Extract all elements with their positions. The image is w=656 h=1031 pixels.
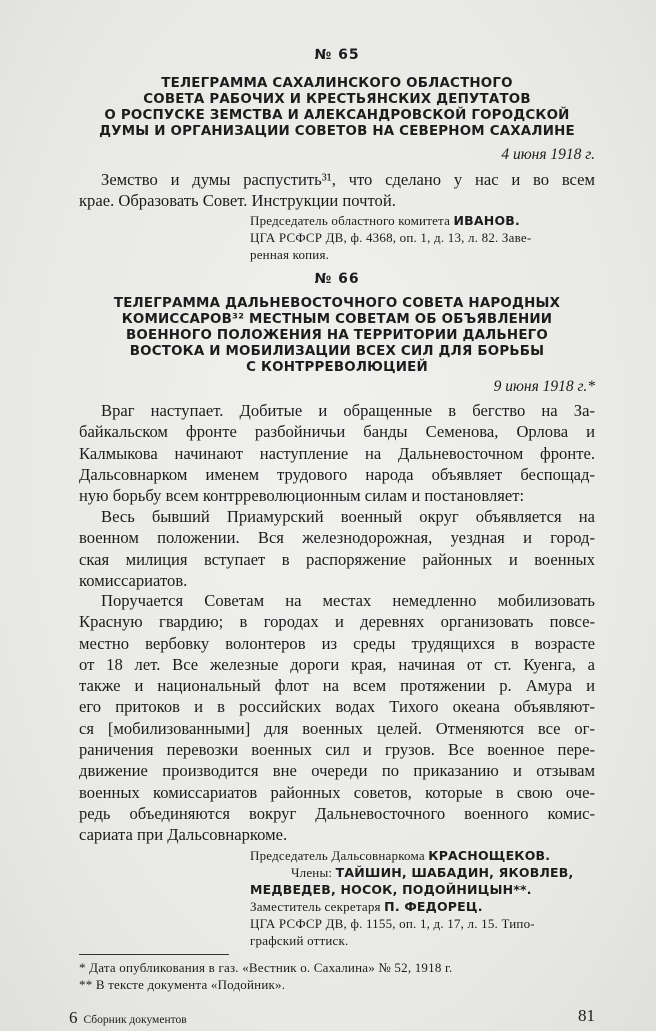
archive-line: графский оттиск. xyxy=(250,932,349,948)
doc65-signature xyxy=(250,213,520,230)
doc66-date: 9 июня 1918 г.* xyxy=(493,378,595,395)
doc65-heading-line: СОВЕТА РАБОЧИХ И КРЕСТЬЯНСКИХ ДЕПУТАТОВ xyxy=(143,92,531,107)
body-line: ся [мобилизованными] для военных целей. Отменяются все ог- xyxy=(79,718,595,738)
doc66-heading xyxy=(79,296,595,376)
doc66-members-line-1 xyxy=(291,865,573,882)
doc65-heading-line: ДУМЫ И ОРГАНИЗАЦИИ СОВЕТОВ НА СЕВЕРНОМ САХАЛИНЕ xyxy=(99,124,575,139)
doc65-date: 4 июня 1918 г. xyxy=(501,146,595,163)
body-line: Поручается Советам на местах немедленно мобилизовать xyxy=(101,591,595,610)
footnote: ** В тексте документа «Подойник». xyxy=(79,977,286,992)
body-line: Калмыкова начинают наступление на Дальневосточном фронте. xyxy=(79,443,595,463)
doc65-number: № 65 xyxy=(314,47,360,63)
doc66-members-line-2 xyxy=(250,882,532,899)
signature-name: ИВАНОВ. xyxy=(453,213,520,228)
doc65-archive xyxy=(250,230,531,263)
doc65-body xyxy=(79,169,595,212)
body-line: также и национальный флот на всем протяжении р. Амура и xyxy=(79,676,595,696)
archive-line: ЦГА РСФСР ДВ, ф. 1155, оп. 1, д. 17, л. 15. Типо- xyxy=(250,916,535,931)
doc66-paragraph-2 xyxy=(79,506,595,591)
body-line: раничения перевозки военных сил и грузов. Все военное пере- xyxy=(79,740,595,760)
members-names: ТАЙШИН, ШАБАДИН, ЯКОВЛЕВ, xyxy=(335,865,574,880)
body-line: Враг наступает. Добитые и обращенные в бегство на За- xyxy=(101,401,595,420)
doc66-deputy-signature xyxy=(250,899,483,916)
body-line: Дальсовнарком именем трудового народа объявляет беспощад- xyxy=(79,464,595,484)
doc66-heading-line: КОМИССАРОВ³² МЕСТНЫМ СОВЕТАМ ОБ ОБЪЯВЛЕНИИ xyxy=(121,312,553,327)
doc66-paragraph-1 xyxy=(79,400,595,506)
body-line: Весь бывший Приамурский военный округ объявляется на xyxy=(101,507,595,526)
body-line: местно вербовку волонтеров из среды трудящихся в возрасте xyxy=(79,633,595,653)
signature-role: Председатель областного комитета xyxy=(250,213,451,228)
signature-role: Председатель Дальсовнаркома xyxy=(250,848,425,863)
members-names: МЕДВЕДЕВ, НОСОК, ПОДОЙНИЦЫН**. xyxy=(250,882,532,897)
collection-title: Сборник документов xyxy=(83,1014,187,1026)
footnote-rule xyxy=(79,954,229,955)
body-line: военных комиссариатов районных советов, которые в свою оче- xyxy=(79,782,595,802)
doc65-heading-line: О РОСПУСКЕ ЗЕМСТВА И АЛЕКСАНДРОВСКОЙ ГОРОДСКОЙ xyxy=(104,108,570,123)
doc66-chair-signature xyxy=(250,848,550,865)
doc66-heading-line: ВОЕННОГО ПОЛОЖЕНИЯ НА ТЕРРИТОРИИ ДАЛЬНЕГО xyxy=(126,328,548,343)
body-line: редь объединяются вокруг Дальневосточного военного комис- xyxy=(79,803,595,823)
text-column xyxy=(69,0,595,1031)
doc65-heading xyxy=(79,76,595,140)
doc66-heading-line: С КОНТРРЕВОЛЮЦИЕЙ xyxy=(246,360,428,375)
signature-name: П. ФЕДОРЕЦ. xyxy=(384,899,483,914)
body-line: крае. Образовать Совет. Инструкции почтой. xyxy=(79,191,396,211)
body-line: военном положении. Вся железнодорожная, уездная и город- xyxy=(79,528,595,548)
page-number: 81 xyxy=(578,1006,595,1025)
body-line: ская милиция вступает в распоряжение районных и военных xyxy=(79,549,595,569)
body-line: его притоков и в российских водах Тихого океана объявляют- xyxy=(79,697,595,717)
doc66-paragraph-3 xyxy=(79,590,595,846)
body-line: ную борьбу всем контрреволюционным силам и постановляет: xyxy=(79,486,525,506)
doc66-heading-line: ТЕЛЕГРАММА ДАЛЬНЕВОСТОЧНОГО СОВЕТА НАРОДНЫХ xyxy=(113,296,561,311)
body-line: Земство и думы распустить³¹, что сделано у нас и во всем xyxy=(101,170,595,189)
doc65-heading-line: ТЕЛЕГРАММА САХАЛИНСКОГО ОБЛАСТНОГО xyxy=(161,76,513,91)
body-line: байкальском фронте разбойничьи банды Семенова, Орлова и xyxy=(79,422,595,442)
body-line: от 18 лет. Все железные дороги края, начиная от ст. Куенга, а xyxy=(79,654,595,674)
doc66-heading-line: ВОСТОКА И МОБИЛИЗАЦИИ ВСЕХ СИЛ ДЛЯ БОРЬБЫ xyxy=(129,344,545,359)
doc66-number: № 66 xyxy=(314,271,360,287)
signature-role: Заместитель секретаря xyxy=(250,899,381,914)
body-line: комиссариатов. xyxy=(79,570,188,590)
members-label: Члены: xyxy=(291,865,333,880)
footnote: * Дата опубликования в газ. «Вестник о. Сахалина» № 52, 1918 г. xyxy=(79,960,453,975)
signature-mark-footer xyxy=(69,1008,187,1028)
archive-line: ЦГА РСФСР ДВ, ф. 4368, оп. 1, д. 13, л. 82. Заве- xyxy=(250,230,532,245)
doc66-archive xyxy=(250,916,535,949)
signature-mark: 6 xyxy=(69,1008,78,1027)
body-line: Красную гвардию; в городах и деревнях организовать повсе- xyxy=(79,612,595,632)
body-line: движение производится вне очереди по приказанию и отзывам xyxy=(79,761,595,781)
archive-line: ренная копия. xyxy=(250,246,330,262)
body-line: сариата при Дальсовнаркоме. xyxy=(79,825,288,845)
signature-name: КРАСНОЩЕКОВ. xyxy=(428,848,551,863)
